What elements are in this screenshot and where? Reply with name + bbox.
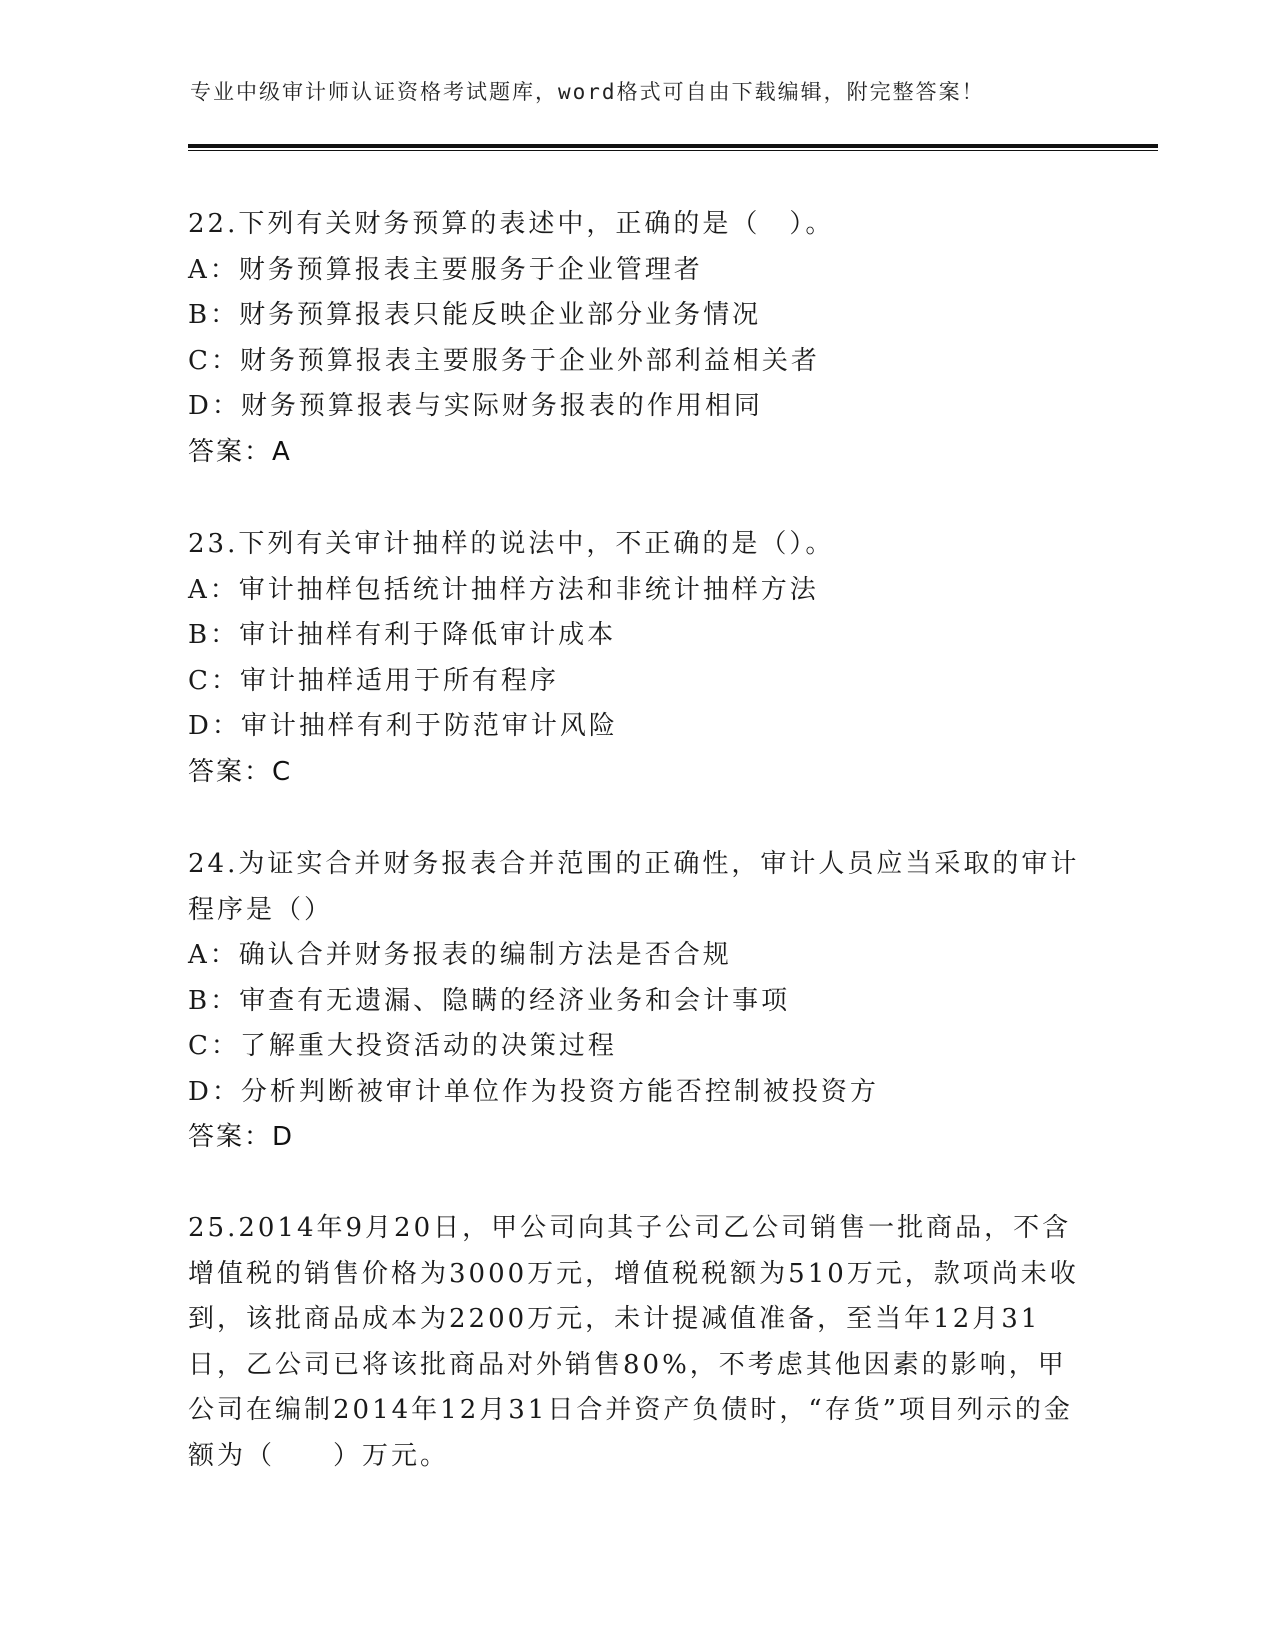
- question-23: [188, 522, 1088, 795]
- option-d: D：分析判断被审计单位作为投资方能否控制被投资方: [188, 1076, 879, 1107]
- header-rule-thin: [188, 150, 1158, 151]
- question-24: [188, 842, 1088, 1161]
- header-rule-thick: [188, 144, 1158, 148]
- question-stem: 22.下列有关财务预算的表述中，正确的是（ ）。: [188, 209, 835, 239]
- answer: 答案：C: [188, 756, 293, 787]
- option-b: B：审查有无遗漏、隐瞒的经济业务和会计事项: [188, 985, 791, 1016]
- question-stem: 24.为证实合并财务报表合并范围的正确性，审计人员应当采取的审计程序是（）: [188, 849, 1080, 925]
- answer: 答案：D: [188, 1122, 295, 1152]
- option-a: A：审计抽样包括统计抽样方法和非统计抽样方法: [188, 574, 819, 605]
- option-c: C：财务预算报表主要服务于企业外部利益相关者: [188, 345, 820, 376]
- question-22: [188, 202, 1088, 475]
- option-d: D：审计抽样有利于防范审计风险: [188, 711, 618, 741]
- question-stem: 25.2014年9月20日，甲公司向其子公司乙公司销售一批商品，不含增值税的销售价格为3000万元，增值税税额为510万元，款项尚未收到，该批商品成本为2200万元，未计提减值准备，至当年12月31日，乙公司已将该批商品对外销售80%，不考虑其他因素的影响，甲公司在编制2014年12月31日合并资产负债时，“存货”项目列示的金额为（ ）万元。: [188, 1213, 1079, 1471]
- question-stem: 23.下列有关审计抽样的说法中，不正确的是（）。: [188, 529, 835, 559]
- option-d: D：财务预算报表与实际财务报表的作用相同: [188, 391, 763, 421]
- answer: 答案：A: [188, 436, 292, 467]
- question-25: [188, 1206, 1088, 1479]
- option-c: C：审计抽样适用于所有程序: [188, 665, 559, 696]
- option-c: C：了解重大投资活动的决策过程: [188, 1031, 617, 1061]
- option-b: B：审计抽样有利于降低审计成本: [188, 620, 617, 650]
- option-a: A：财务预算报表主要服务于企业管理者: [188, 254, 703, 285]
- option-a: A：确认合并财务报表的编制方法是否合规: [188, 940, 732, 970]
- page-header: 专业中级审计师认证资格考试题库，word格式可自由下载编辑，附完整答案！: [190, 80, 985, 104]
- option-b: B：财务预算报表只能反映企业部分业务情况: [188, 300, 762, 330]
